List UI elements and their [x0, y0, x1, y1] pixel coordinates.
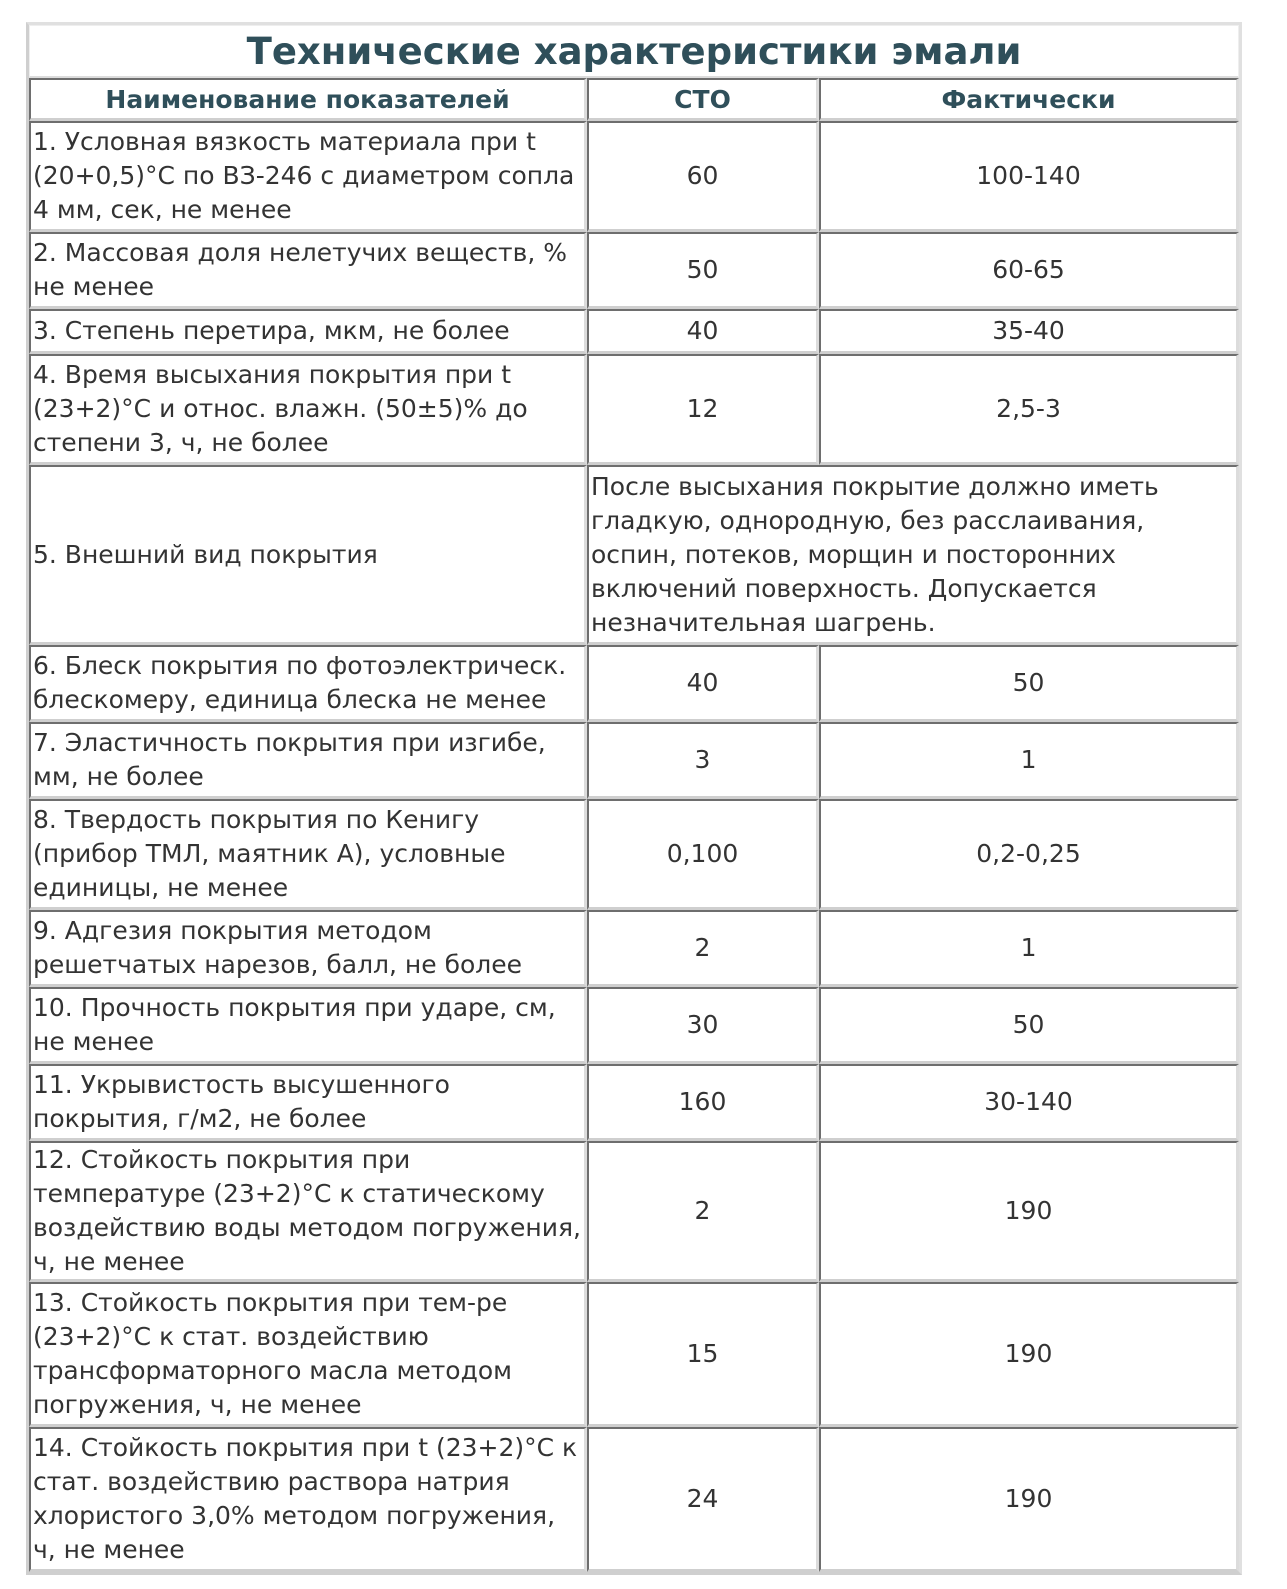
title-row [29, 25, 1239, 78]
row-actual: 50 [819, 987, 1239, 1064]
row-name: 2. Массовая доля нелетучих веществ, % не менее [29, 232, 587, 309]
row-name: 11. Укрывистость высушенного покрытия, г/м2, не более [29, 1064, 587, 1141]
row-name: 6. Блеск покрытия по фотоэлектрическ. блескомеру, единица блеска не менее [29, 645, 587, 722]
header-name: Наименование показателей [29, 78, 587, 121]
table-row [29, 799, 1239, 910]
row-sto: 40 [587, 309, 819, 354]
table-row [29, 121, 1239, 232]
table-row [29, 354, 1239, 465]
row-name: 7. Эластичность покрытия при изгибе, мм, не более [29, 722, 587, 799]
row-name: 10. Прочность покрытия при ударе, см, не менее [29, 987, 587, 1064]
row-sto: 160 [587, 1064, 819, 1141]
row-actual: 60-65 [819, 232, 1239, 309]
table-row [29, 1427, 1239, 1572]
row-sto: 24 [587, 1427, 819, 1572]
row-actual: 100-140 [819, 121, 1239, 232]
header-actual: Фактически [819, 78, 1239, 121]
row-sto: 2 [587, 910, 819, 987]
header-row [29, 78, 1239, 121]
header-sto: СТО [587, 78, 819, 121]
row-sto: 12 [587, 354, 819, 465]
table-row [29, 1064, 1239, 1141]
row-sto: 60 [587, 121, 819, 232]
row-actual: 35-40 [819, 309, 1239, 354]
row-actual: 190 [819, 1427, 1239, 1572]
row-name: 9. Адгезия покрытия методом решетчатых нарезов, балл, не более [29, 910, 587, 987]
row-actual: 190 [819, 1282, 1239, 1427]
row-actual: 50 [819, 645, 1239, 722]
row-sto: 0,100 [587, 799, 819, 910]
row-actual: 0,2-0,25 [819, 799, 1239, 910]
table-row [29, 645, 1239, 722]
row-sto: 3 [587, 722, 819, 799]
row-sto: 40 [587, 645, 819, 722]
table-row [29, 987, 1239, 1064]
row-actual: 1 [819, 910, 1239, 987]
row-name: 14. Стойкость покрытия при t (23+2)°C к стат. воздействию раствора натрия хлористого 3,0% методом погружения, ч, не менее [29, 1427, 587, 1572]
row-actual: 30-140 [819, 1064, 1239, 1141]
table-title: Технические характеристики эмали [29, 25, 1239, 78]
table-row [29, 910, 1239, 987]
row-name: 1. Условная вязкость материала при t (20+0,5)°C по ВЗ-246 с диаметром сопла 4 мм, сек, не менее [29, 121, 587, 232]
table-row [29, 465, 1239, 645]
row-name: 4. Время высыхания покрытия при t (23+2)°C и относ. влажн. (50±5)% до степени 3, ч, не более [29, 354, 587, 465]
row-description: После высыхания покрытие должно иметь гладкую, однородную, без расслаивания, оспин, потеков, морщин и посторонних включений поверхность. Допускается незначительная шагрень. [587, 465, 1239, 645]
row-sto: 2 [587, 1141, 819, 1282]
row-name: 12. Стойкость покрытия при температуре (23+2)°C к статическому воздействию воды методом погружения, ч, не менее [29, 1141, 587, 1282]
table-row [29, 232, 1239, 309]
row-actual: 1 [819, 722, 1239, 799]
row-sto: 30 [587, 987, 819, 1064]
table-row [29, 1141, 1239, 1282]
table-row [29, 309, 1239, 354]
row-name: 5. Внешний вид покрытия [29, 465, 587, 645]
row-name: 13. Стойкость покрытия при тем-ре (23+2)°C к стат. воздействию трансформаторного масла методом погружения, ч, не менее [29, 1282, 587, 1427]
table-row [29, 1282, 1239, 1427]
row-actual: 2,5-3 [819, 354, 1239, 465]
spec-table [26, 22, 1242, 1575]
row-name: 8. Твердость покрытия по Кенигу (прибор ТМЛ, маятник А), условные единицы, не менее [29, 799, 587, 910]
row-sto: 15 [587, 1282, 819, 1427]
row-sto: 50 [587, 232, 819, 309]
table-row [29, 722, 1239, 799]
row-actual: 190 [819, 1141, 1239, 1282]
row-name: 3. Степень перетира, мкм, не более [29, 309, 587, 354]
